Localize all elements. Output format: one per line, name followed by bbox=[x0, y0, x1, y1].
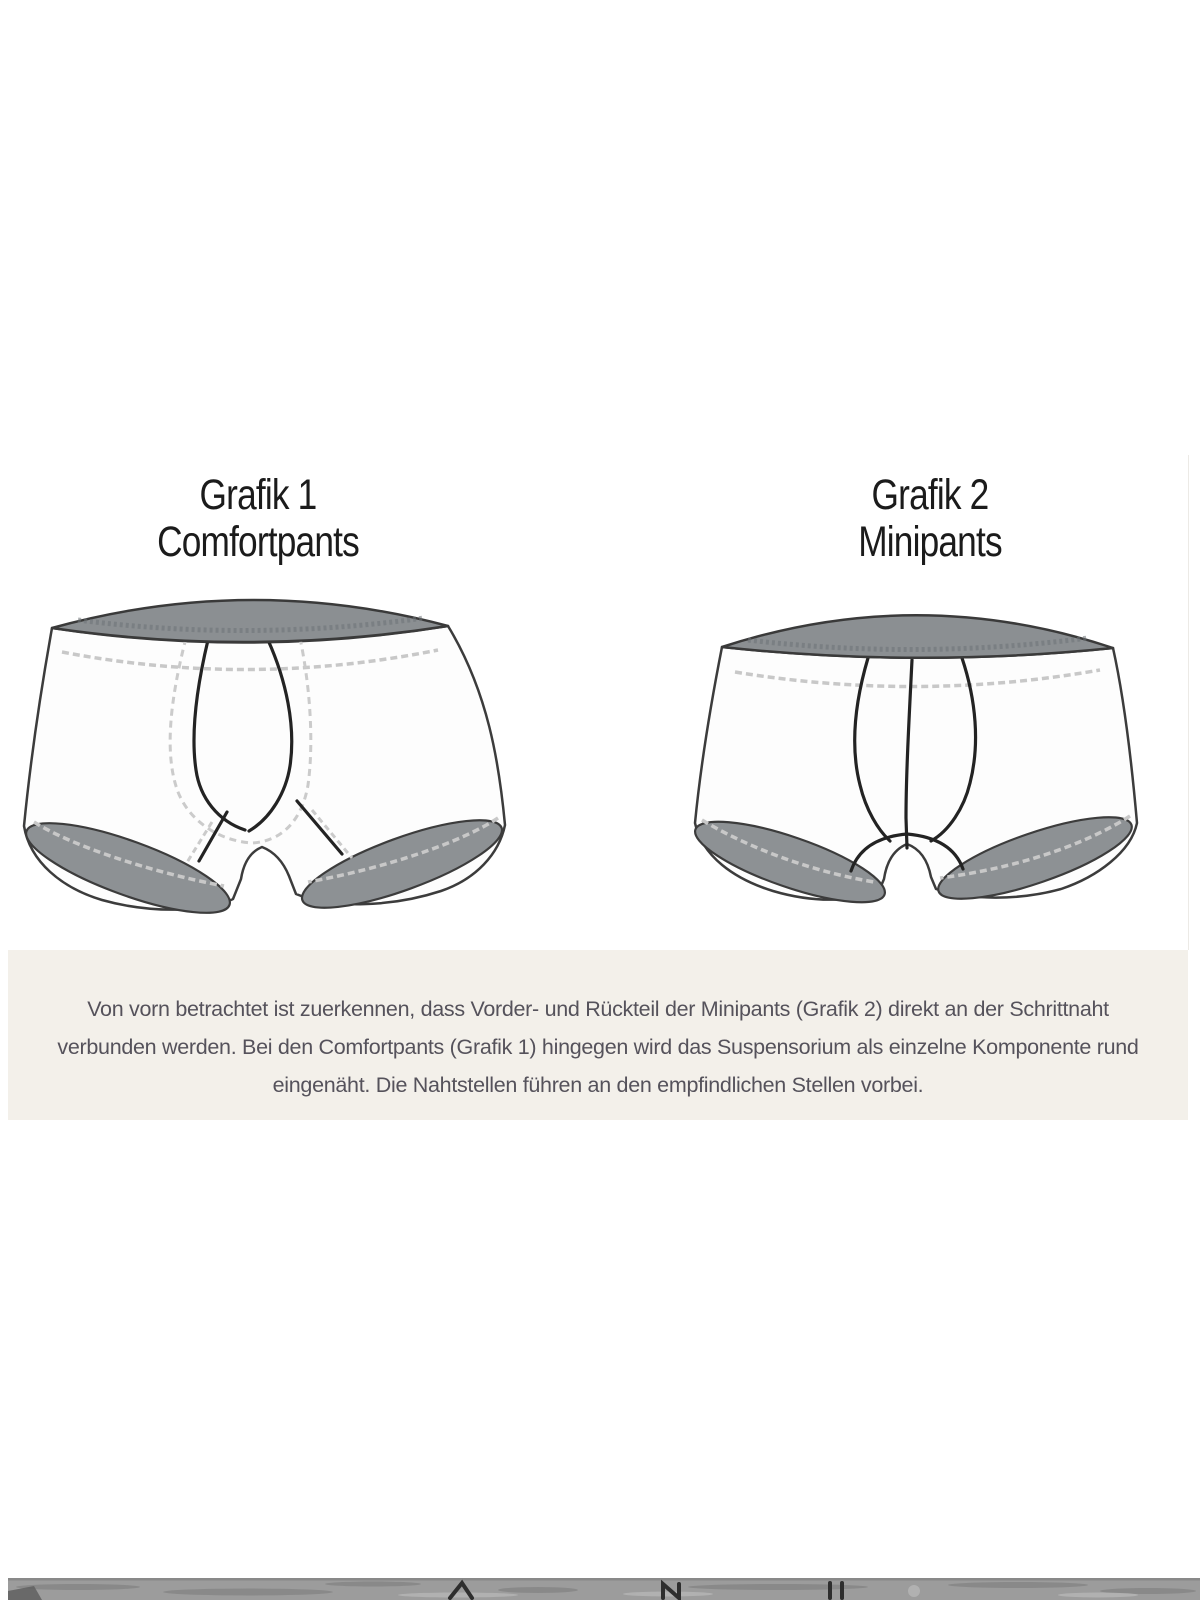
strip-top-edge bbox=[8, 1578, 1200, 1581]
minipants-label bbox=[733, 472, 1127, 566]
figure-image-edge bbox=[1188, 455, 1189, 950]
comfortpants-label bbox=[61, 472, 455, 566]
bottom-image-strip bbox=[8, 1578, 1200, 1600]
caption-line: Von vorn betrachtet ist zuerkennen, dass Vorder- und Rückteil der Minipants (Grafik 2) direkt an der Schrittnaht bbox=[87, 997, 1109, 1021]
caption-line: verbunden werden. Bei den Comfortpants (Grafik 1) hingegen wird das Suspensorium als einzelne Komponente rund bbox=[57, 1035, 1139, 1059]
caption-line: eingenäht. Die Nahtstellen führen an den empfindlichen Stellen vorbei. bbox=[272, 1073, 924, 1097]
comfortpants-label-name: Comfortpants bbox=[157, 518, 359, 566]
minipants-label-grafik: Grafik 2 bbox=[871, 471, 989, 519]
comfortpants-label-grafik: Grafik 1 bbox=[199, 471, 317, 519]
minipants-label-name: Minipants bbox=[858, 518, 1002, 566]
comfortpants-illustration bbox=[0, 570, 560, 930]
minipants-illustration bbox=[640, 580, 1200, 910]
caption-block bbox=[8, 950, 1188, 1120]
strip-base bbox=[8, 1578, 1200, 1600]
